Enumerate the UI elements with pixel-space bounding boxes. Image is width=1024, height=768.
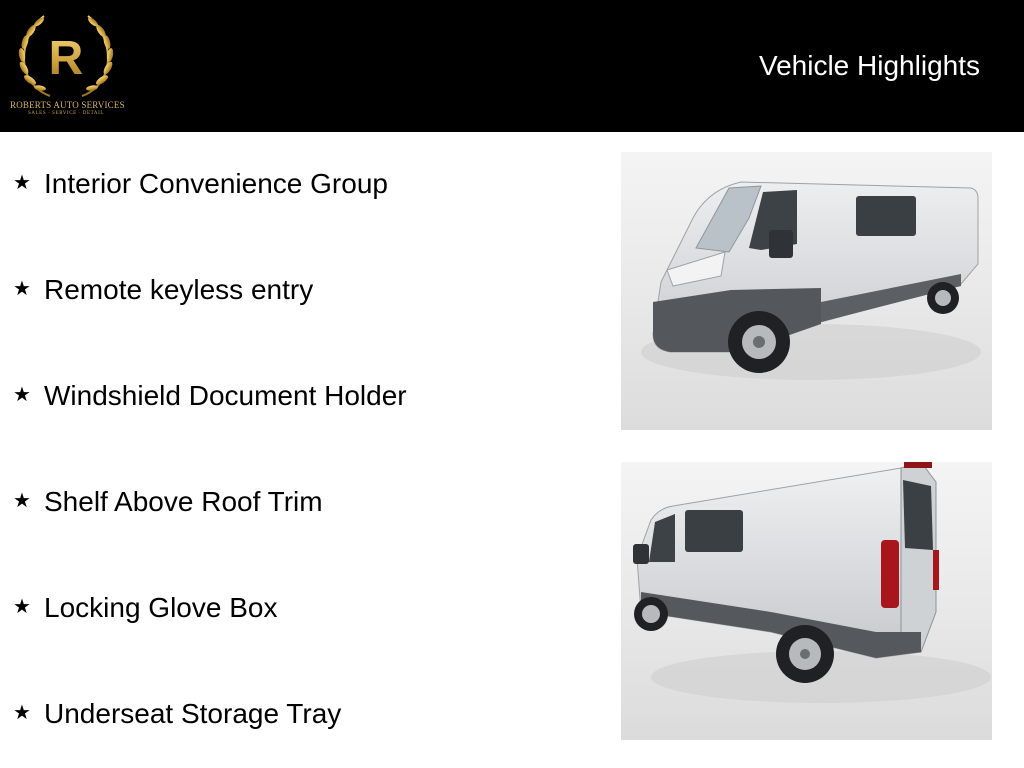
laurel-wreath-icon: [10, 10, 122, 102]
highlight-label: Interior Convenience Group: [44, 168, 388, 199]
highlight-item: [10, 588, 277, 628]
header-bar: [0, 0, 1024, 132]
cargo-van-rear-image: [621, 462, 992, 740]
star-icon: ★: [13, 701, 31, 724]
page-title: Vehicle Highlights: [758, 50, 980, 81]
highlight-label: Remote keyless entry: [44, 274, 314, 305]
logo-name: ROBERTS AUTO SERVICES: [10, 100, 125, 110]
highlight-label: Locking Glove Box: [44, 592, 278, 623]
cargo-van-front-image: [621, 152, 992, 430]
logo-tagline: SALES · SERVICE · DETAIL: [27, 111, 105, 116]
dealer-logo: [10, 10, 125, 120]
star-icon: ★: [13, 277, 31, 300]
highlight-label: Shelf Above Roof Trim: [44, 486, 323, 517]
highlight-label: Windshield Document Holder: [44, 380, 407, 411]
highlight-item: [10, 482, 323, 522]
highlight-item: [10, 694, 341, 734]
star-icon: ★: [13, 383, 31, 406]
highlights-list: [0, 132, 600, 768]
highlight-item: [10, 270, 313, 310]
logo-initial: R: [48, 32, 84, 85]
highlight-item: [10, 376, 407, 416]
highlight-label: Underseat Storage Tray: [44, 698, 342, 729]
vehicle-photo-rear: [621, 462, 992, 740]
vehicle-photo-front: [621, 152, 992, 430]
star-icon: ★: [13, 171, 31, 194]
star-icon: ★: [13, 595, 31, 618]
highlight-item: [10, 164, 388, 204]
star-icon: ★: [13, 489, 31, 512]
